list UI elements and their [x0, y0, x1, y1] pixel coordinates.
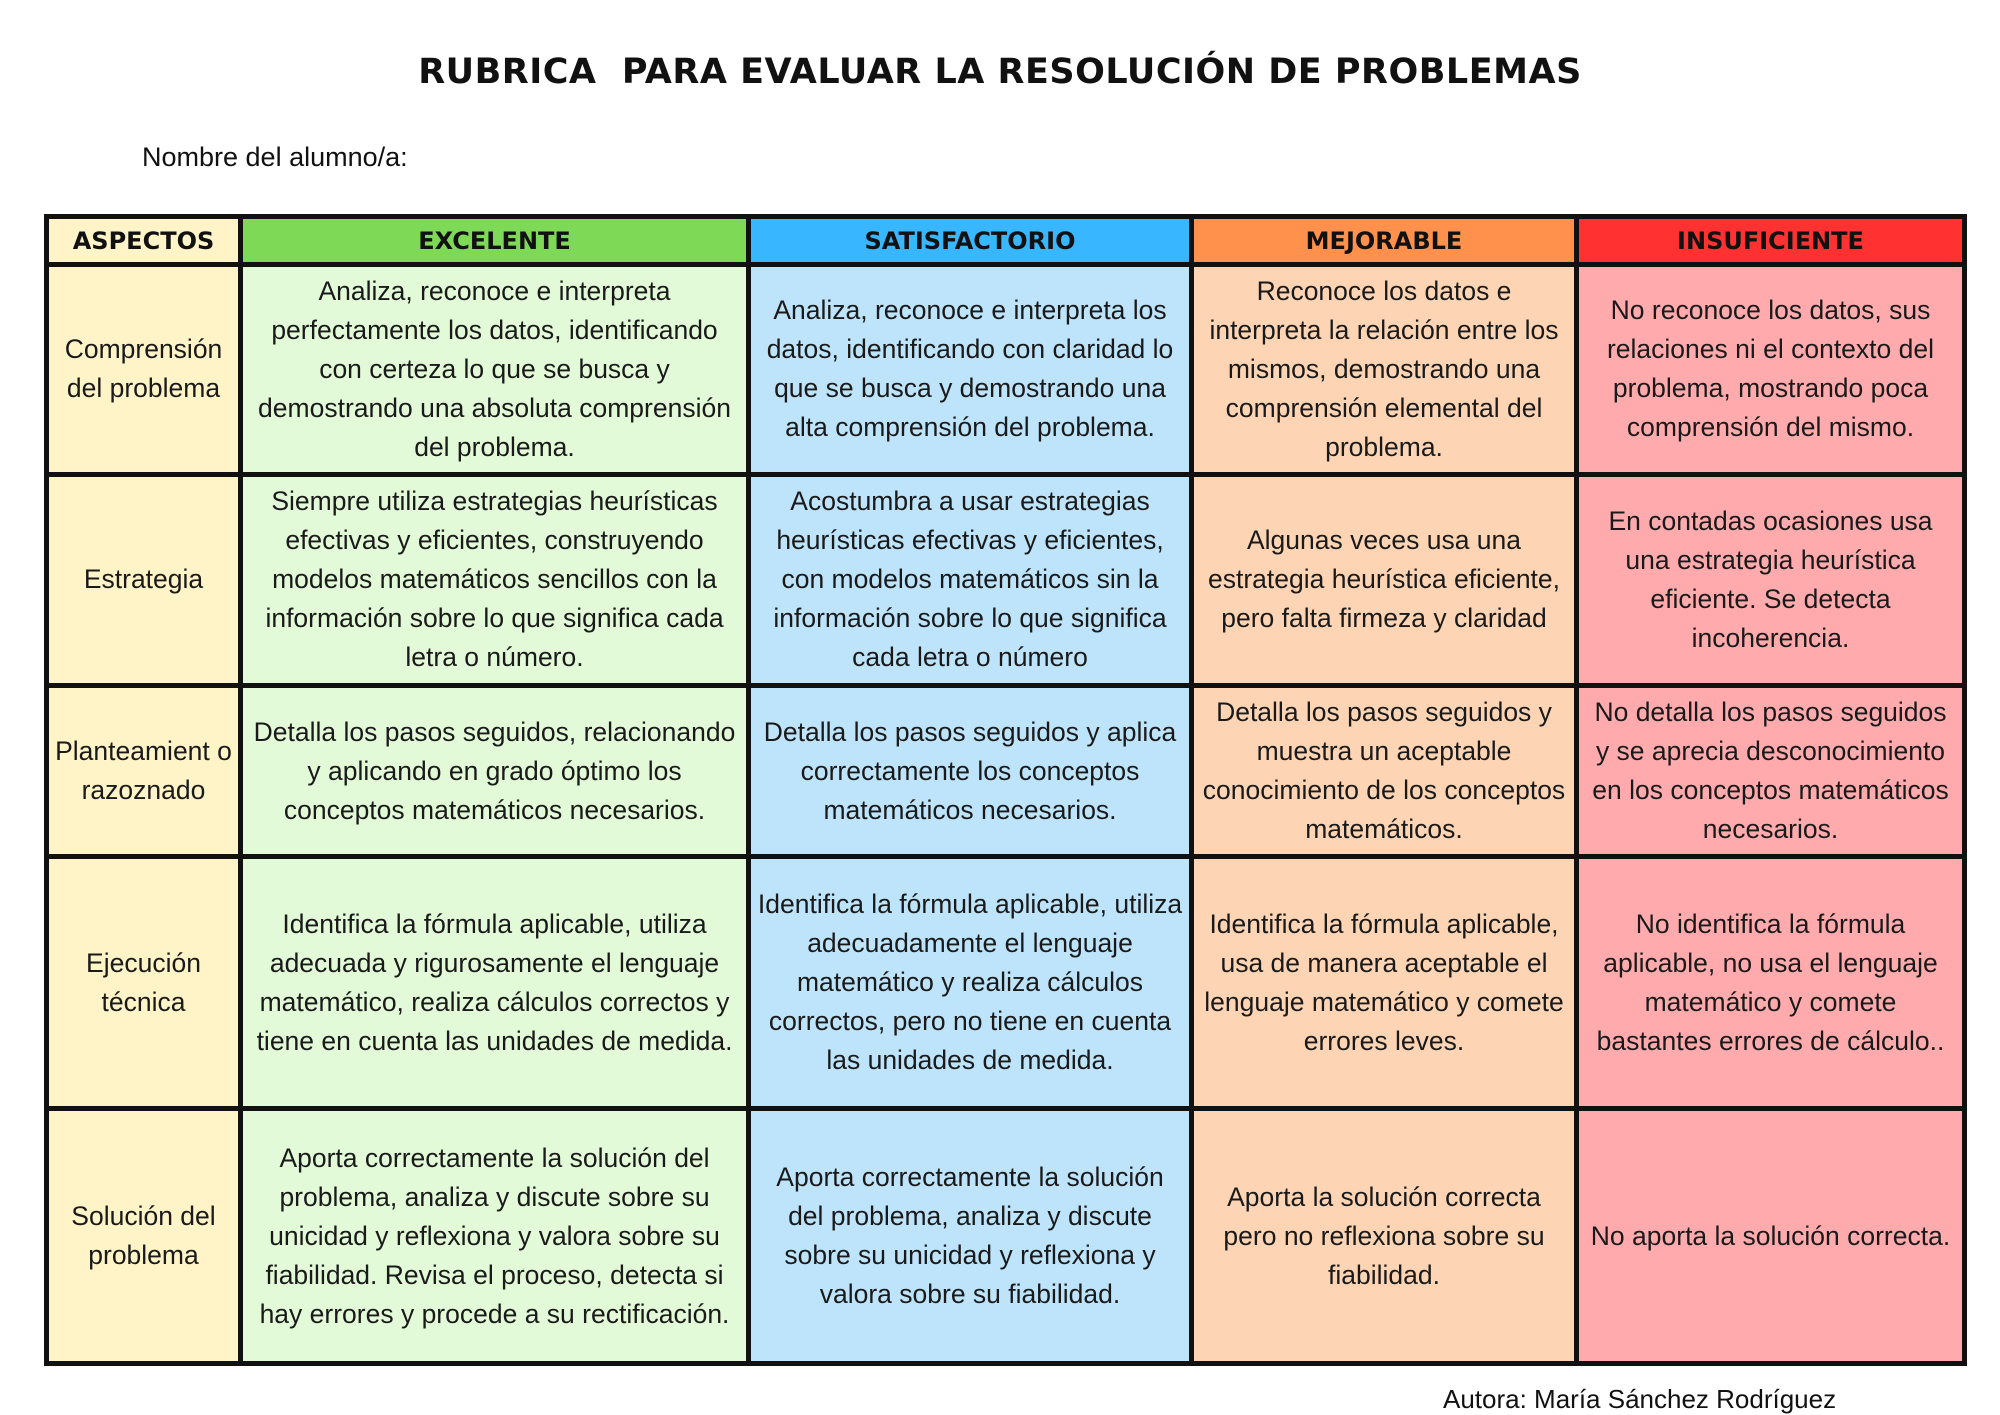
insuficiente-cell: No identifica la fórmula aplicable, no usa el lenguaje matemático y comete bastantes errores de cálculo.. [1577, 857, 1965, 1109]
aspect-cell: Comprensión del problema [47, 265, 241, 475]
insuficiente-cell: No aporta la solución correcta. [1577, 1109, 1965, 1364]
table-row [47, 857, 1965, 1109]
table-row [47, 474, 1965, 685]
mejorable-cell: Algunas veces usa una estrategia heurística eficiente, pero falta firmeza y claridad [1192, 474, 1577, 685]
aspect-cell: Estrategia [47, 474, 241, 685]
author-credit: Autora: María Sánchez Rodríguez [1443, 1384, 1837, 1414]
mejorable-cell: Aporta la solución correcta pero no reflexiona sobre su fiabilidad. [1192, 1109, 1577, 1364]
mejorable-cell: Detalla los pasos seguidos y muestra un aceptable conocimiento de los conceptos matemáticos. [1192, 685, 1577, 857]
header-insuficiente: INSUFICIENTE [1577, 217, 1965, 265]
satisfactorio-cell: Acostumbra a usar estrategias heurísticas efectivas y eficientes, con modelos matemáticos sin la información sobre lo que significa cada letra o número [749, 474, 1192, 685]
satisfactorio-cell: Analiza, reconoce e interpreta los datos, identificando con claridad lo que se busca y demostrando una alta comprensión del problema. [749, 265, 1192, 475]
insuficiente-cell: No detalla los pasos seguidos y se aprecia desconocimiento en los conceptos matemáticos necesarios. [1577, 685, 1965, 857]
excelente-cell: Analiza, reconoce e interpreta perfectamente los datos, identificando con certeza lo que se busca y demostrando una absoluta comprensión del problema. [241, 265, 749, 475]
header-aspectos: ASPECTOS [47, 217, 241, 265]
insuficiente-cell: En contadas ocasiones usa una estrategia heurística eficiente. Se detecta incoherencia. [1577, 474, 1965, 685]
mejorable-cell: Reconoce los datos e interpreta la relación entre los mismos, demostrando una comprensión elemental del problema. [1192, 265, 1577, 475]
table-row [47, 685, 1965, 857]
table-row [47, 265, 1965, 475]
insuficiente-cell: No reconoce los datos, sus relaciones ni el contexto del problema, mostrando poca comprensión del mismo. [1577, 265, 1965, 475]
excelente-cell: Identifica la fórmula aplicable, utiliza adecuada y rigurosamente el lenguaje matemático, realiza cálculos correctos y tiene en cuenta las unidades de medida. [241, 857, 749, 1109]
excelente-cell: Detalla los pasos seguidos, relacionando y aplicando en grado óptimo los conceptos matemáticos necesarios. [241, 685, 749, 857]
rubric-table [44, 214, 1967, 1366]
mejorable-cell: Identifica la fórmula aplicable, usa de manera aceptable el lenguaje matemático y comete errores leves. [1192, 857, 1577, 1109]
page-title: RUBRICA PARA EVALUAR LA RESOLUCIÓN DE PROBLEMAS [418, 52, 1582, 92]
satisfactorio-cell: Identifica la fórmula aplicable, utiliza adecuadamente el lenguaje matemático y realiza cálculos correctos, pero no tiene en cuenta las unidades de medida. [749, 857, 1192, 1109]
student-name-label: Nombre del alumno/a: [142, 142, 408, 172]
excelente-cell: Aporta correctamente la solución del problema, analiza y discute sobre su unicidad y reflexiona y valora sobre su fiabilidad. Revisa el proceso, detecta si hay errores y procede a su rectificación. [241, 1109, 749, 1364]
header-satisfactorio: SATISFACTORIO [749, 217, 1192, 265]
satisfactorio-cell: Aporta correctamente la solución del problema, analiza y discute sobre su unicidad y reflexiona y valora sobre su fiabilidad. [749, 1109, 1192, 1364]
table-header-row [47, 217, 1965, 265]
aspect-cell: Ejecución técnica [47, 857, 241, 1109]
satisfactorio-cell: Detalla los pasos seguidos y aplica correctamente los conceptos matemáticos necesarios. [749, 685, 1192, 857]
header-excelente: EXCELENTE [241, 217, 749, 265]
aspect-cell: Planteamient o razoznado [47, 685, 241, 857]
table-row [47, 1109, 1965, 1364]
header-mejorable: MEJORABLE [1192, 217, 1577, 265]
aspect-cell: Solución del problema [47, 1109, 241, 1364]
excelente-cell: Siempre utiliza estrategias heurísticas efectivas y eficientes, construyendo modelos matemáticos sencillos con la información sobre lo que significa cada letra o número. [241, 474, 749, 685]
